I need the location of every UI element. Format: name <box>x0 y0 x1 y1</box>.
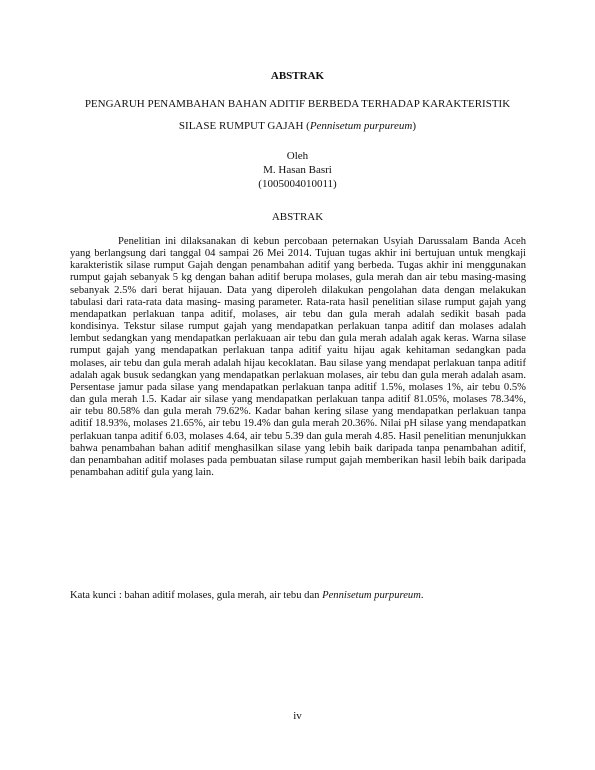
title-plain: SILASE RUMPUT GAJAH ( <box>178 120 310 132</box>
title-line-1: PENGARUH PENAMBAHAN BAHAN ADITIF BERBEDA TERHADAP KARAKTERISTIK <box>84 98 511 110</box>
author-block <box>70 149 525 191</box>
abstract-paragraph: Penelitian ini dilaksanakan di kebun percobaan peternakan Usyiah Darussalam Banda Aceh yang berlangsung dari tanggal 04 sampai 26 Mei 2014. Tujuan tugas akhir ini bertujuan untuk mengkaji karakteristik silase rumput Gajah dengan penambahan aditif yang berbeda. Tugas akhir ini menggunakan rumput gajah sebanyak 5 kg dengan bahan aditif berupa molases, gula merah dan air tebu masing-masing sebanyak 2.5% dari berat hijauan. Data yang diperoleh dilakukan pengolahan data dengan melakukan tabulasi dari rata-rata data masing- masing parameter. Rata-rata hasil penelitian silase rumput gajah yang mendapatkan perlakuan tanpa aditif, molases, air tebu dan gula merah adalah sedikit basah pada kondisinya. Tekstur silase rumput gajah yang mendapatkan perlakuan tanpa aditif dan molases adalah lembut sedangkan yang mendapatkan perlakuaan air tebu dan gula merah adalah agak keras. Warna silase rumput gajah yang mendapatkan perlakuan tanpa aditif yaitu hijau agak kehitaman sedangkan pada molases, air tebu dan gula merah adalah hijau kecoklatan. Bau silase yang mendapat perlakuan tanpa aditif adalah agak busuk sedangkan yang mendapatkan perlakuan molases, air tebu dan gula merah adalah asam. Persentase jamur pada silase yang mendapatkan perlakuan tanpa aditif 1.5%, molases 1%, air tebu 0.5% dan gula merah 1.5. Kadar air silase yang mendapatkan perlakuan tanpa aditif 81.05%, molases 78.34%, air tebu 80.58% dan gula merah 79.62%. Kadar bahan kering silase yang mendapatkan perlakuan tanpa aditif 18.93%, molases 21.65%, air tebu 19.4% dan gula merah 20.36%. Nilai pH silase yang mendapatkan perlakuan tanpa aditif 6.03, molases 4.64, air tebu 5.39 dan gula merah 4.85. Hasil penelitian menunjukkan bahwa penambahan bahan aditif menghasilkan silase yang lebih baik daripada tanpa penambahan aditif, dan penambahan aditif molases pada pembuatan silase rumput gajah memberikan hasil lebih baik daripada penambahan aditif gula yang lain. <box>70 236 526 478</box>
keywords-end: . <box>420 590 424 601</box>
author-by-label: Oleh <box>286 150 309 162</box>
title-line-2 <box>70 119 525 133</box>
keywords-scientific-name: Pennisetum purpureum <box>322 590 421 601</box>
abstract-subheading: ABSTRAK <box>271 211 324 223</box>
abstract-heading: ABSTRAK <box>270 70 325 82</box>
title-close-paren: ) <box>412 120 417 132</box>
page-number: iv <box>293 710 302 722</box>
keywords-label: Kata kunci : bahan aditif molases, gula merah, air tebu dan <box>70 590 323 601</box>
author-student-id: (1005004010011) <box>258 178 337 190</box>
keywords-line <box>70 589 526 602</box>
paper-title <box>70 97 525 133</box>
title-scientific-name: Pennisetum purpureum <box>309 120 413 132</box>
author-name: M. Hasan Basri <box>263 164 332 176</box>
